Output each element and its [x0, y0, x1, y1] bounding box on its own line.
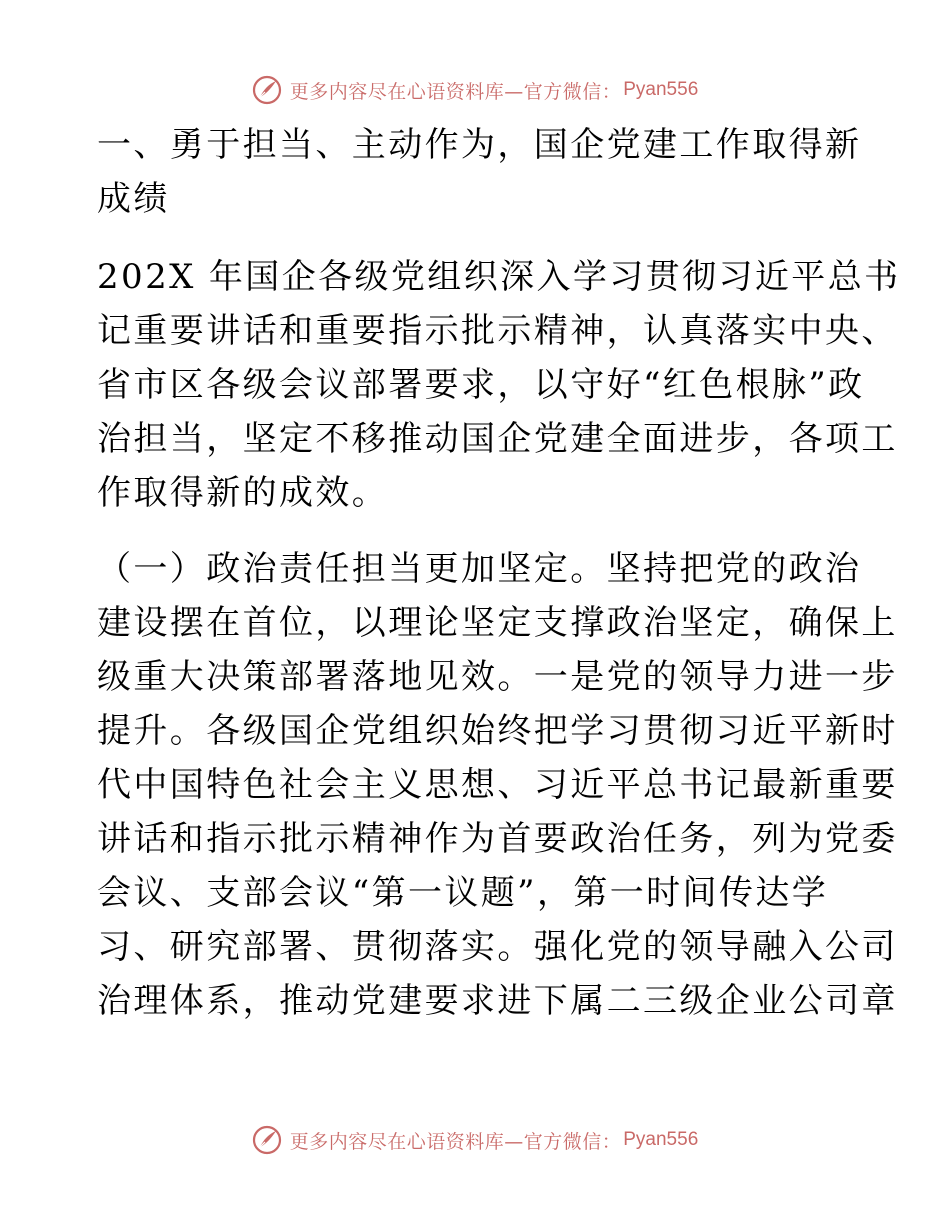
watermark-account: Pyan556 — [623, 79, 699, 100]
text-line: （一）政治责任担当更加坚定。坚持把党的政治 — [97, 549, 862, 589]
footer-watermark — [0, 1120, 950, 1160]
feather-pen-logo-icon — [252, 1125, 282, 1155]
text-line: 提升。各级国企党组织始终把学习贯彻习近平新时 — [97, 711, 898, 751]
watermark-account: Pyan556 — [623, 1129, 699, 1150]
header-watermark — [0, 70, 950, 110]
watermark-text: 更多内容尽在心语资料库—官方微信： — [289, 80, 622, 103]
text-line: 记重要讲话和重要指示批示精神，认真落实中央、 — [97, 311, 898, 351]
text-line: 会议、支部会议“第一议题”，第一时间传达学 — [97, 873, 829, 913]
paragraph — [97, 542, 898, 1028]
section-heading — [97, 118, 862, 226]
watermark-text: 更多内容尽在心语资料库—官方微信： — [289, 1130, 622, 1153]
text-line: 省市区各级会议部署要求，以守好“红色根脉”政 — [97, 365, 865, 405]
heading-line: 一、勇于担当、主动作为，国企党建工作取得新 — [97, 125, 862, 165]
text-line: 建设摆在首位，以理论坚定支撑政治坚定，确保上 — [97, 603, 898, 643]
text-line: 治理体系，推动党建要求进下属二三级企业公司章 — [97, 981, 898, 1021]
text-line: 代中国特色社会主义思想、习近平总书记最新重要 — [97, 765, 898, 805]
text-line: 习、研究部署、贯彻落实。强化党的领导融入公司 — [97, 927, 898, 967]
text-line: 治担当，坚定不移推动国企党建全面进步，各项工 — [97, 419, 898, 459]
feather-pen-logo-icon — [252, 75, 282, 105]
text-line: 作取得新的成效。 — [97, 473, 389, 513]
heading-line: 成绩 — [97, 179, 170, 219]
text-line: 级重大决策部署落地见效。一是党的领导力进一步 — [97, 657, 898, 697]
text-line: 202X 年国企各级党组织深入学习贯彻习近平总书 — [97, 257, 901, 297]
paragraph — [97, 250, 901, 520]
document-body — [97, 118, 901, 1028]
text-line: 讲话和指示批示精神作为首要政治任务，列为党委 — [97, 819, 898, 859]
